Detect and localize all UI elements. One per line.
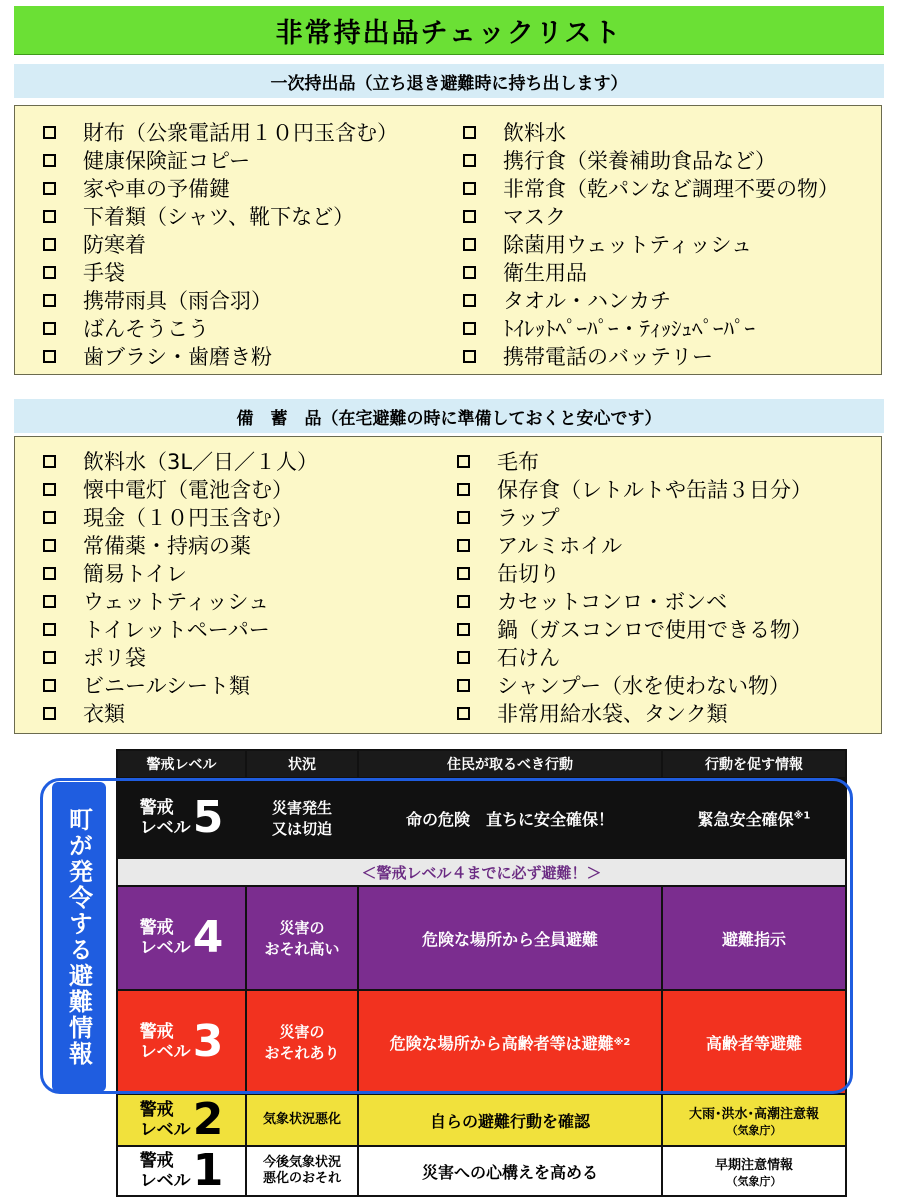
checklist-item[interactable] <box>27 587 318 615</box>
evacuate-by-level4-banner <box>118 859 845 885</box>
town-evacuation-info-panel <box>52 782 106 1092</box>
action-cell <box>359 1147 661 1195</box>
checklist-first-carry-left <box>27 118 398 370</box>
situation-text: 災害発生 又は切迫 <box>271 799 332 838</box>
checkbox-icon[interactable] <box>457 539 470 552</box>
checklist-item[interactable] <box>447 314 839 342</box>
checklist-item-label: 携帯電話のバッテリー <box>503 345 713 369</box>
action-text: 自らの避難行動を確認 <box>429 1111 590 1131</box>
checkbox-icon[interactable] <box>457 567 470 580</box>
alert-level-word-line1: 警戒 <box>139 1100 174 1120</box>
checklist-item-label: トイレットペーパー <box>83 618 270 642</box>
alert-level-word <box>140 918 191 958</box>
checkbox-icon[interactable] <box>43 539 56 552</box>
checklist-item-label: 簡易トイレ <box>83 562 187 586</box>
checklist-item[interactable] <box>27 643 318 671</box>
alert-level-word <box>140 1022 191 1062</box>
checkbox-icon[interactable] <box>457 595 470 608</box>
action-text: 災害への心構えを高める <box>421 1162 598 1182</box>
alert-level-word-line2: レベル <box>139 1042 191 1062</box>
checklist-item[interactable] <box>27 314 398 342</box>
checklist-item-label: シャンプー（水を使わない物） <box>497 674 790 698</box>
action-cell <box>359 1095 661 1145</box>
checklist-item[interactable] <box>441 559 812 587</box>
checklist-stockpile-left <box>27 447 318 727</box>
alert-level-word <box>140 798 191 838</box>
info-cell <box>663 779 845 857</box>
checklist-item-label: 現金（１０円玉含む） <box>83 506 293 530</box>
checkbox-icon[interactable] <box>463 210 476 223</box>
alert-level-number: 4 <box>192 912 224 963</box>
table-header-cell <box>663 751 845 777</box>
action-cell <box>359 779 661 857</box>
info-source: （気象庁） <box>726 1174 782 1188</box>
checklist-item[interactable] <box>447 258 839 286</box>
checkbox-icon[interactable] <box>43 455 56 468</box>
checklist-item-label: 携行食（栄養補助食品など） <box>503 149 776 173</box>
checkbox-icon[interactable] <box>457 707 470 720</box>
alert-level-word <box>140 1100 191 1140</box>
situation-text: 災害の おそれあり <box>264 1023 340 1062</box>
checklist-item-label: 懐中電灯（電池含む） <box>83 478 293 502</box>
alert-level-badge <box>118 779 245 857</box>
checklist-item-label: タオル・ハンカチ <box>503 289 671 313</box>
checkbox-icon[interactable] <box>43 595 56 608</box>
checkbox-icon[interactable] <box>43 567 56 580</box>
info-text: 大雨･洪水･高潮注意報 <box>688 1106 819 1122</box>
alert-level-word-line2: レベル <box>139 1120 191 1140</box>
checkbox-icon[interactable] <box>43 322 56 335</box>
alert-level-badge <box>118 1147 245 1195</box>
checklist-item[interactable] <box>27 531 318 559</box>
info-line <box>722 927 786 950</box>
checklist-item-label: 財布（公衆電話用１０円玉含む） <box>83 121 398 145</box>
checklist-item-label: 衣類 <box>83 702 125 726</box>
info-footnote: ※1 <box>793 810 811 822</box>
alert-level-badge <box>118 887 245 989</box>
info-text: 避難指示 <box>721 929 786 949</box>
alert-level-word-line1: 警戒 <box>139 798 174 818</box>
checklist-item[interactable] <box>27 447 318 475</box>
checklist-item[interactable] <box>447 230 839 258</box>
checkbox-icon[interactable] <box>463 154 476 167</box>
checklist-item-label: 防寒着 <box>83 233 146 257</box>
checklist-item-label: 手袋 <box>83 261 125 285</box>
situation-text: 今後気象状況 悪化のおそれ <box>262 1155 341 1186</box>
alert-level-number: 2 <box>192 1094 224 1145</box>
checkbox-icon[interactable] <box>457 623 470 636</box>
info-cell <box>663 1147 845 1195</box>
checklist-item-label: 下着類（シャツ、靴下など） <box>83 205 355 229</box>
checklist-item[interactable] <box>27 118 398 146</box>
checklist-item[interactable] <box>447 342 839 370</box>
action-footnote: ※2 <box>613 1036 631 1048</box>
checklist-item-label: 保存食（レトルトや缶詰３日分） <box>497 478 812 502</box>
checklist-item-label: 飲料水 <box>503 121 566 145</box>
checklist-item[interactable] <box>27 342 398 370</box>
checklist-item-label: 鍋（ガスコンロで使用できる物） <box>497 618 812 642</box>
checklist-item-label: 非常用給水袋、タンク類 <box>497 702 728 726</box>
checkbox-icon[interactable] <box>457 679 470 692</box>
checklist-item[interactable] <box>441 643 812 671</box>
checklist-item-label: 衛生用品 <box>503 261 587 285</box>
info-line <box>698 807 811 830</box>
checklist-item[interactable] <box>27 230 398 258</box>
section-header-stockpile-text: 備 蓄 品（在宅避難の時に準備しておくと安心です） <box>236 408 662 429</box>
checkbox-icon[interactable] <box>463 322 476 335</box>
alert-level-number: 3 <box>192 1016 224 1067</box>
checklist-item-label: ウェットティッシュ <box>83 590 270 614</box>
checkbox-icon[interactable] <box>457 455 470 468</box>
checkbox-icon[interactable] <box>43 350 56 363</box>
checklist-item-label: ﾄｲﾚｯﾄﾍﾟｰﾊﾟｰ・ﾃｨｯｼｭﾍﾟｰﾊﾟｰ <box>503 317 755 341</box>
checklist-item[interactable] <box>441 587 812 615</box>
info-cell <box>663 991 845 1093</box>
checklist-item-label: ばんそうこう <box>83 317 209 341</box>
situation-cell <box>247 1147 357 1195</box>
info-line <box>715 1154 793 1173</box>
section-header-first-carry-text: 一次持出品（立ち退き避難時に持ち出します） <box>270 73 628 94</box>
info-line <box>706 1031 802 1054</box>
checkbox-icon[interactable] <box>43 511 56 524</box>
alert-level-table <box>116 749 847 1197</box>
checklist-item[interactable] <box>441 503 812 531</box>
checklist-item[interactable] <box>441 447 812 475</box>
checklist-item-label: 携帯雨具（雨合羽） <box>83 289 272 313</box>
table-header-label: 状況 <box>288 757 316 773</box>
info-line <box>689 1103 819 1122</box>
checklist-item-label: 缶切り <box>497 562 560 586</box>
table-header-cell <box>118 751 245 777</box>
table-header-label: 警戒レベル <box>146 757 217 773</box>
checklist-item[interactable] <box>441 671 812 699</box>
table-header-cell <box>247 751 357 777</box>
checkbox-icon[interactable] <box>43 623 56 636</box>
checklist-stockpile-right <box>441 447 812 727</box>
info-text: 緊急安全確保 <box>697 809 794 829</box>
alert-level-word-line2: レベル <box>139 938 191 958</box>
checklist-item-label: 健康保険証コピー <box>83 149 251 173</box>
alert-level-number: 5 <box>192 792 224 843</box>
section-header-stockpile <box>14 399 884 433</box>
checklist-item[interactable] <box>27 559 318 587</box>
checkbox-icon[interactable] <box>463 266 476 279</box>
checkbox-icon[interactable] <box>463 126 476 139</box>
table-header-label: 住民が取るべき行動 <box>447 757 573 773</box>
checklist-item[interactable] <box>27 258 398 286</box>
alert-level-word <box>140 1151 191 1191</box>
checklist-item-label: カセットコンロ・ボンベ <box>497 590 728 614</box>
action-cell <box>359 991 661 1093</box>
alert-level-number: 1 <box>192 1145 224 1196</box>
situation-cell <box>247 887 357 989</box>
checkbox-icon[interactable] <box>43 707 56 720</box>
checklist-item[interactable] <box>441 699 812 727</box>
checklist-item-label: 石けん <box>497 646 560 670</box>
checklist-item[interactable] <box>27 286 398 314</box>
checklist-item-label: 非常食（乾パンなど調理不要の物） <box>503 177 839 201</box>
checklist-item[interactable] <box>441 531 812 559</box>
info-text: 早期注意情報 <box>714 1157 793 1173</box>
checklist-first-carry <box>14 105 882 375</box>
checklist-item-label: アルミホイル <box>497 534 623 558</box>
table-header-cell <box>359 751 661 777</box>
checkbox-icon[interactable] <box>43 126 56 139</box>
alert-level-word-line1: 警戒 <box>139 1022 174 1042</box>
checkbox-icon[interactable] <box>463 350 476 363</box>
checkbox-icon[interactable] <box>43 266 56 279</box>
checklist-item[interactable] <box>447 286 839 314</box>
checkbox-icon[interactable] <box>463 294 476 307</box>
info-text: 高齢者等避難 <box>705 1033 802 1053</box>
action-cell <box>359 887 661 989</box>
page-title-bar <box>14 6 884 54</box>
checklist-item-label: 飲料水（3L／日／１人） <box>83 450 319 474</box>
checklist-item[interactable] <box>27 671 318 699</box>
checkbox-icon[interactable] <box>43 679 56 692</box>
alert-level-word-line1: 警戒 <box>139 1151 174 1171</box>
action-text: 危険な場所から全員避難 <box>421 929 598 949</box>
checkbox-icon[interactable] <box>457 511 470 524</box>
checklist-item[interactable] <box>441 615 812 643</box>
checklist-item-label: ラップ <box>497 506 560 530</box>
checklist-item-label: 除菌用ウェットティッシュ <box>503 233 753 257</box>
info-source: （気象庁） <box>726 1123 782 1137</box>
table-header-label: 行動を促す情報 <box>705 757 803 773</box>
checklist-item[interactable] <box>447 174 839 202</box>
checkbox-icon[interactable] <box>463 238 476 251</box>
checklist-item[interactable] <box>27 503 318 531</box>
checklist-item[interactable] <box>27 174 398 202</box>
situation-cell <box>247 1095 357 1145</box>
town-evacuation-info-label: 町が発令する避難情報 <box>64 807 93 1067</box>
alert-level-word-line1: 警戒 <box>139 918 174 938</box>
checkbox-icon[interactable] <box>43 294 56 307</box>
checklist-item[interactable] <box>27 475 318 503</box>
checklist-first-carry-right <box>447 118 839 370</box>
checkbox-icon[interactable] <box>43 154 56 167</box>
page-title: 非常持出品チェックリスト <box>275 17 623 49</box>
info-cell <box>663 1095 845 1145</box>
situation-text: 災害の おそれ高い <box>264 919 340 958</box>
checkbox-icon[interactable] <box>457 651 470 664</box>
checklist-item-label: 家や車の予備鍵 <box>83 177 230 201</box>
checkbox-icon[interactable] <box>43 483 56 496</box>
action-text: 命の危険 直ちに安全確保！ <box>405 809 614 829</box>
alert-level-badge <box>118 1095 245 1145</box>
checkbox-icon[interactable] <box>457 483 470 496</box>
action-text: 危険な場所から高齢者等は避難 <box>389 1033 614 1053</box>
checklist-stockpile <box>14 436 882 734</box>
alert-level-word-line2: レベル <box>139 818 191 838</box>
checklist-item[interactable] <box>447 118 839 146</box>
checkbox-icon[interactable] <box>43 651 56 664</box>
checkbox-icon[interactable] <box>43 182 56 195</box>
checklist-item-label: ビニールシート類 <box>83 674 251 698</box>
section-header-first-carry <box>14 64 884 98</box>
checklist-item-label: 常備薬・持病の薬 <box>83 534 251 558</box>
situation-cell <box>247 991 357 1093</box>
checklist-item[interactable] <box>447 202 839 230</box>
checklist-item-label: ポリ袋 <box>83 646 146 670</box>
checklist-item-label: 歯ブラシ・歯磨き粉 <box>83 345 272 369</box>
alert-level-badge <box>118 991 245 1093</box>
checklist-item[interactable] <box>27 615 318 643</box>
checklist-item[interactable] <box>27 202 398 230</box>
situation-cell <box>247 779 357 857</box>
checklist-item-label: 毛布 <box>497 450 539 474</box>
checklist-item[interactable] <box>441 475 812 503</box>
checklist-item[interactable] <box>447 146 839 174</box>
situation-text: 気象状況悪化 <box>262 1112 341 1127</box>
checkbox-icon[interactable] <box>43 238 56 251</box>
checklist-item[interactable] <box>27 699 318 727</box>
info-cell <box>663 887 845 989</box>
checkbox-icon[interactable] <box>463 182 476 195</box>
checklist-item[interactable] <box>27 146 398 174</box>
checklist-item-label: マスク <box>503 205 566 229</box>
evacuate-by-level4-text: ＜警戒レベル４までに必ず避難！＞ <box>361 863 602 882</box>
checkbox-icon[interactable] <box>43 210 56 223</box>
alert-level-word-line2: レベル <box>139 1171 191 1191</box>
